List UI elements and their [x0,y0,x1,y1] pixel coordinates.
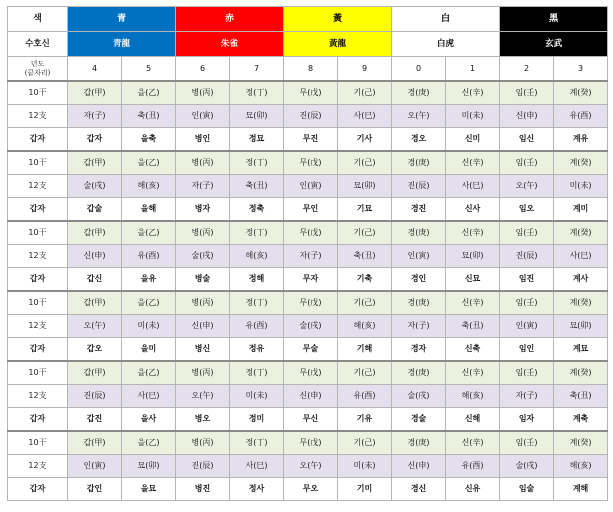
gan-cell: 신(辛) [446,81,500,105]
gan-cell: 갑(甲) [68,361,122,385]
gan-cell: 을(乙) [122,221,176,245]
gan-cell: 신(辛) [446,361,500,385]
gan-cell: 정(丁) [230,221,284,245]
gapja-cell: 을미 [122,338,176,362]
ji-cell: 해(亥) [338,315,392,338]
gan-cell: 기(己) [338,221,392,245]
guardian-cell: 白虎 [392,32,500,57]
year-digit: 3 [554,57,608,82]
ji-cell: 인(寅) [284,175,338,198]
ji-row-label: 12支 [8,105,68,128]
gan-cell: 기(己) [338,291,392,315]
gan-cell: 임(壬) [500,291,554,315]
gapja-cell: 을유 [122,268,176,292]
gan-row [8,361,608,385]
ji-cell: 축(丑) [122,105,176,128]
ji-cell: 사(巳) [122,385,176,408]
gan-cell: 신(辛) [446,431,500,455]
gapja-cell: 임진 [500,268,554,292]
year-digit: 7 [230,57,284,82]
ji-cell: 해(亥) [122,175,176,198]
gapja-cell: 신사 [446,198,500,222]
color-label: 색 [8,7,68,32]
gapja-cell: 병술 [176,268,230,292]
gan-row [8,151,608,175]
gan-cell: 기(己) [338,361,392,385]
year-digit: 1 [446,57,500,82]
ji-cell: 인(寅) [68,455,122,478]
year-digit: 9 [338,57,392,82]
gapja-cell: 병오 [176,408,230,432]
ji-cell: 유(酉) [338,385,392,408]
gapja-cell: 경오 [392,128,446,152]
gapja-cell: 신해 [446,408,500,432]
gapja-cell: 계해 [554,478,608,501]
gapja-cell: 임인 [500,338,554,362]
gapja-row-label: 갑자 [8,408,68,432]
gan-cell: 경(庚) [392,151,446,175]
ji-cell: 미(未) [554,175,608,198]
gan-row-label: 10干 [8,431,68,455]
color-cell: 黃 [284,7,392,32]
ji-cell: 진(辰) [176,455,230,478]
gapja-cell: 계미 [554,198,608,222]
gan-row-label: 10干 [8,81,68,105]
gapja-cell: 기유 [338,408,392,432]
table-body [8,7,608,501]
gan-cell: 을(乙) [122,81,176,105]
ji-cell: 자(子) [284,245,338,268]
ji-cell: 미(未) [230,385,284,408]
gapja-cell: 무오 [284,478,338,501]
year-digit: 2 [500,57,554,82]
ji-cell: 오(午) [176,385,230,408]
gan-cell: 병(丙) [176,151,230,175]
ji-cell: 자(子) [68,105,122,128]
gapja-cell: 경자 [392,338,446,362]
gan-row [8,431,608,455]
gan-cell: 병(丙) [176,361,230,385]
gan-row-label: 10干 [8,361,68,385]
gan-cell: 경(庚) [392,361,446,385]
gapja-cell: 정해 [230,268,284,292]
gan-cell: 을(乙) [122,151,176,175]
gapja-cell: 을축 [122,128,176,152]
gapja-cell: 을해 [122,198,176,222]
gapja-cell: 기축 [338,268,392,292]
ji-cell: 해(亥) [446,385,500,408]
gan-row-label: 10干 [8,291,68,315]
gapja-row [8,128,608,152]
ji-cell: 진(辰) [68,385,122,408]
year-digit: 5 [122,57,176,82]
gan-cell: 임(壬) [500,221,554,245]
gan-cell: 계(癸) [554,151,608,175]
gapja-cell: 병인 [176,128,230,152]
ji-cell: 축(丑) [446,315,500,338]
ji-cell: 묘(卯) [122,455,176,478]
ji-cell: 인(寅) [392,245,446,268]
gapja-row-label: 갑자 [8,338,68,362]
gapja-cell: 임오 [500,198,554,222]
gapja-cell: 경인 [392,268,446,292]
year-digit: 0 [392,57,446,82]
ji-cell: 유(酉) [230,315,284,338]
ji-cell: 술(戌) [284,315,338,338]
ji-cell: 묘(卯) [230,105,284,128]
ji-row [8,385,608,408]
gapja-row-label: 갑자 [8,268,68,292]
gan-cell: 정(丁) [230,291,284,315]
gapja-cell: 계축 [554,408,608,432]
year-digit: 6 [176,57,230,82]
gapja-cell: 계묘 [554,338,608,362]
gapja-cell: 갑진 [68,408,122,432]
gan-cell: 갑(甲) [68,221,122,245]
year-label: 년도 (끝자리) [8,57,68,82]
gapja-cell: 신묘 [446,268,500,292]
gapja-cell: 갑오 [68,338,122,362]
gapja-cell: 신유 [446,478,500,501]
gapja-row [8,408,608,432]
gapja-cell: 무자 [284,268,338,292]
ji-row [8,105,608,128]
gan-row-label: 10干 [8,221,68,245]
ji-cell: 해(亥) [554,455,608,478]
gapja-cell: 정사 [230,478,284,501]
sexagenary-cycle-table [7,6,608,501]
gapja-cell: 기해 [338,338,392,362]
gan-cell: 신(辛) [446,151,500,175]
gan-cell: 갑(甲) [68,291,122,315]
gapja-cell: 임술 [500,478,554,501]
gan-cell: 을(乙) [122,361,176,385]
ji-cell: 축(丑) [338,245,392,268]
gan-cell: 정(丁) [230,431,284,455]
gan-cell: 을(乙) [122,291,176,315]
ji-cell: 유(酉) [554,105,608,128]
ji-cell: 술(戌) [392,385,446,408]
guardian-cell: 朱雀 [176,32,284,57]
gapja-cell: 갑신 [68,268,122,292]
gan-row [8,221,608,245]
ji-cell: 술(戌) [68,175,122,198]
ji-cell: 미(未) [122,315,176,338]
guardian-cell: 靑龍 [68,32,176,57]
ji-cell: 신(申) [176,315,230,338]
gapja-cell: 무인 [284,198,338,222]
ji-cell: 묘(卯) [446,245,500,268]
gan-cell: 계(癸) [554,361,608,385]
gapja-row-label: 갑자 [8,478,68,501]
gapja-cell: 경술 [392,408,446,432]
guardian-label: 수호신 [8,32,68,57]
gapja-cell: 기미 [338,478,392,501]
gan-cell: 정(丁) [230,81,284,105]
gapja-cell: 병자 [176,198,230,222]
ji-cell: 오(午) [392,105,446,128]
gapja-row [8,198,608,222]
gan-cell: 정(丁) [230,151,284,175]
gan-cell: 신(辛) [446,291,500,315]
gan-row [8,81,608,105]
ji-cell: 해(亥) [230,245,284,268]
ji-cell: 자(子) [176,175,230,198]
gapja-row [8,268,608,292]
ji-cell: 신(申) [68,245,122,268]
gapja-cell: 기사 [338,128,392,152]
gapja-cell: 계사 [554,268,608,292]
color-cell: 青 [68,7,176,32]
color-cell: 黑 [500,7,608,32]
gapja-cell: 갑술 [68,198,122,222]
gapja-cell: 갑자 [68,128,122,152]
gapja-cell: 계유 [554,128,608,152]
year-row [8,57,608,82]
gan-cell: 계(癸) [554,431,608,455]
gapja-row [8,338,608,362]
gan-cell: 무(戊) [284,431,338,455]
ji-cell: 미(未) [446,105,500,128]
gapja-cell: 무신 [284,408,338,432]
ji-cell: 진(辰) [500,245,554,268]
gan-cell: 병(丙) [176,291,230,315]
guardian-row [8,32,608,57]
ji-row-label: 12支 [8,175,68,198]
gapja-cell: 정묘 [230,128,284,152]
ji-cell: 오(午) [68,315,122,338]
gan-row-label: 10干 [8,151,68,175]
year-digit: 4 [68,57,122,82]
ji-cell: 인(寅) [176,105,230,128]
gan-cell: 을(乙) [122,431,176,455]
gapja-cell: 병진 [176,478,230,501]
gan-cell: 계(癸) [554,291,608,315]
ji-row-label: 12支 [8,455,68,478]
gan-cell: 경(庚) [392,291,446,315]
guardian-cell: 黃龍 [284,32,392,57]
ji-cell: 인(寅) [500,315,554,338]
gan-cell: 임(壬) [500,151,554,175]
ji-cell: 오(午) [500,175,554,198]
ji-cell: 미(未) [338,455,392,478]
ji-row-label: 12支 [8,315,68,338]
gan-cell: 경(庚) [392,431,446,455]
ji-row [8,455,608,478]
gapja-row-label: 갑자 [8,198,68,222]
ji-cell: 자(子) [392,315,446,338]
gan-row [8,291,608,315]
gan-cell: 병(丙) [176,221,230,245]
gan-cell: 정(丁) [230,361,284,385]
gan-cell: 무(戊) [284,221,338,245]
gan-cell: 무(戊) [284,361,338,385]
gan-cell: 무(戊) [284,151,338,175]
ji-cell: 유(酉) [446,455,500,478]
ji-cell: 술(戌) [176,245,230,268]
gan-cell: 갑(甲) [68,431,122,455]
ji-cell: 유(酉) [122,245,176,268]
guardian-cell: 玄武 [500,32,608,57]
gapja-cell: 임신 [500,128,554,152]
gapja-cell: 신미 [446,128,500,152]
gan-cell: 기(己) [338,81,392,105]
color-cell: 赤 [176,7,284,32]
gapja-cell: 무술 [284,338,338,362]
gan-cell: 계(癸) [554,221,608,245]
gapja-cell: 갑인 [68,478,122,501]
gan-cell: 무(戊) [284,291,338,315]
gapja-cell: 정축 [230,198,284,222]
gan-cell: 무(戊) [284,81,338,105]
ji-cell: 오(午) [284,455,338,478]
gan-cell: 신(辛) [446,221,500,245]
ji-row [8,245,608,268]
gapja-row-label: 갑자 [8,128,68,152]
gan-cell: 기(己) [338,431,392,455]
gapja-cell: 신축 [446,338,500,362]
ji-cell: 묘(卯) [554,315,608,338]
color-cell: 白 [392,7,500,32]
ji-cell: 사(巳) [446,175,500,198]
gapja-cell: 을사 [122,408,176,432]
gan-cell: 임(壬) [500,361,554,385]
ji-row-label: 12支 [8,245,68,268]
gan-cell: 계(癸) [554,81,608,105]
gapja-cell: 경진 [392,198,446,222]
ji-cell: 신(申) [392,455,446,478]
ji-cell: 신(申) [284,385,338,408]
gapja-cell: 기묘 [338,198,392,222]
ji-cell: 진(辰) [284,105,338,128]
gan-cell: 갑(甲) [68,151,122,175]
gan-cell: 임(壬) [500,81,554,105]
gapja-cell: 정미 [230,408,284,432]
gapja-cell: 경신 [392,478,446,501]
gapja-cell: 을묘 [122,478,176,501]
gan-cell: 임(壬) [500,431,554,455]
gan-cell: 갑(甲) [68,81,122,105]
gan-cell: 경(庚) [392,81,446,105]
gapja-row [8,478,608,501]
gan-cell: 병(丙) [176,81,230,105]
year-digit: 8 [284,57,338,82]
gan-cell: 경(庚) [392,221,446,245]
ji-cell: 사(巳) [554,245,608,268]
ji-cell: 축(丑) [230,175,284,198]
ji-row [8,175,608,198]
ji-cell: 묘(卯) [338,175,392,198]
ji-cell: 사(巳) [338,105,392,128]
gan-cell: 기(己) [338,151,392,175]
ji-cell: 술(戌) [500,455,554,478]
ji-cell: 축(丑) [554,385,608,408]
ji-cell: 자(子) [500,385,554,408]
ji-cell: 신(申) [500,105,554,128]
ji-row-label: 12支 [8,385,68,408]
gapja-cell: 정유 [230,338,284,362]
gapja-cell: 병신 [176,338,230,362]
ji-cell: 진(辰) [392,175,446,198]
color-row [8,7,608,32]
gapja-cell: 임자 [500,408,554,432]
ji-cell: 사(巳) [230,455,284,478]
ji-row [8,315,608,338]
gan-cell: 병(丙) [176,431,230,455]
gapja-cell: 무진 [284,128,338,152]
